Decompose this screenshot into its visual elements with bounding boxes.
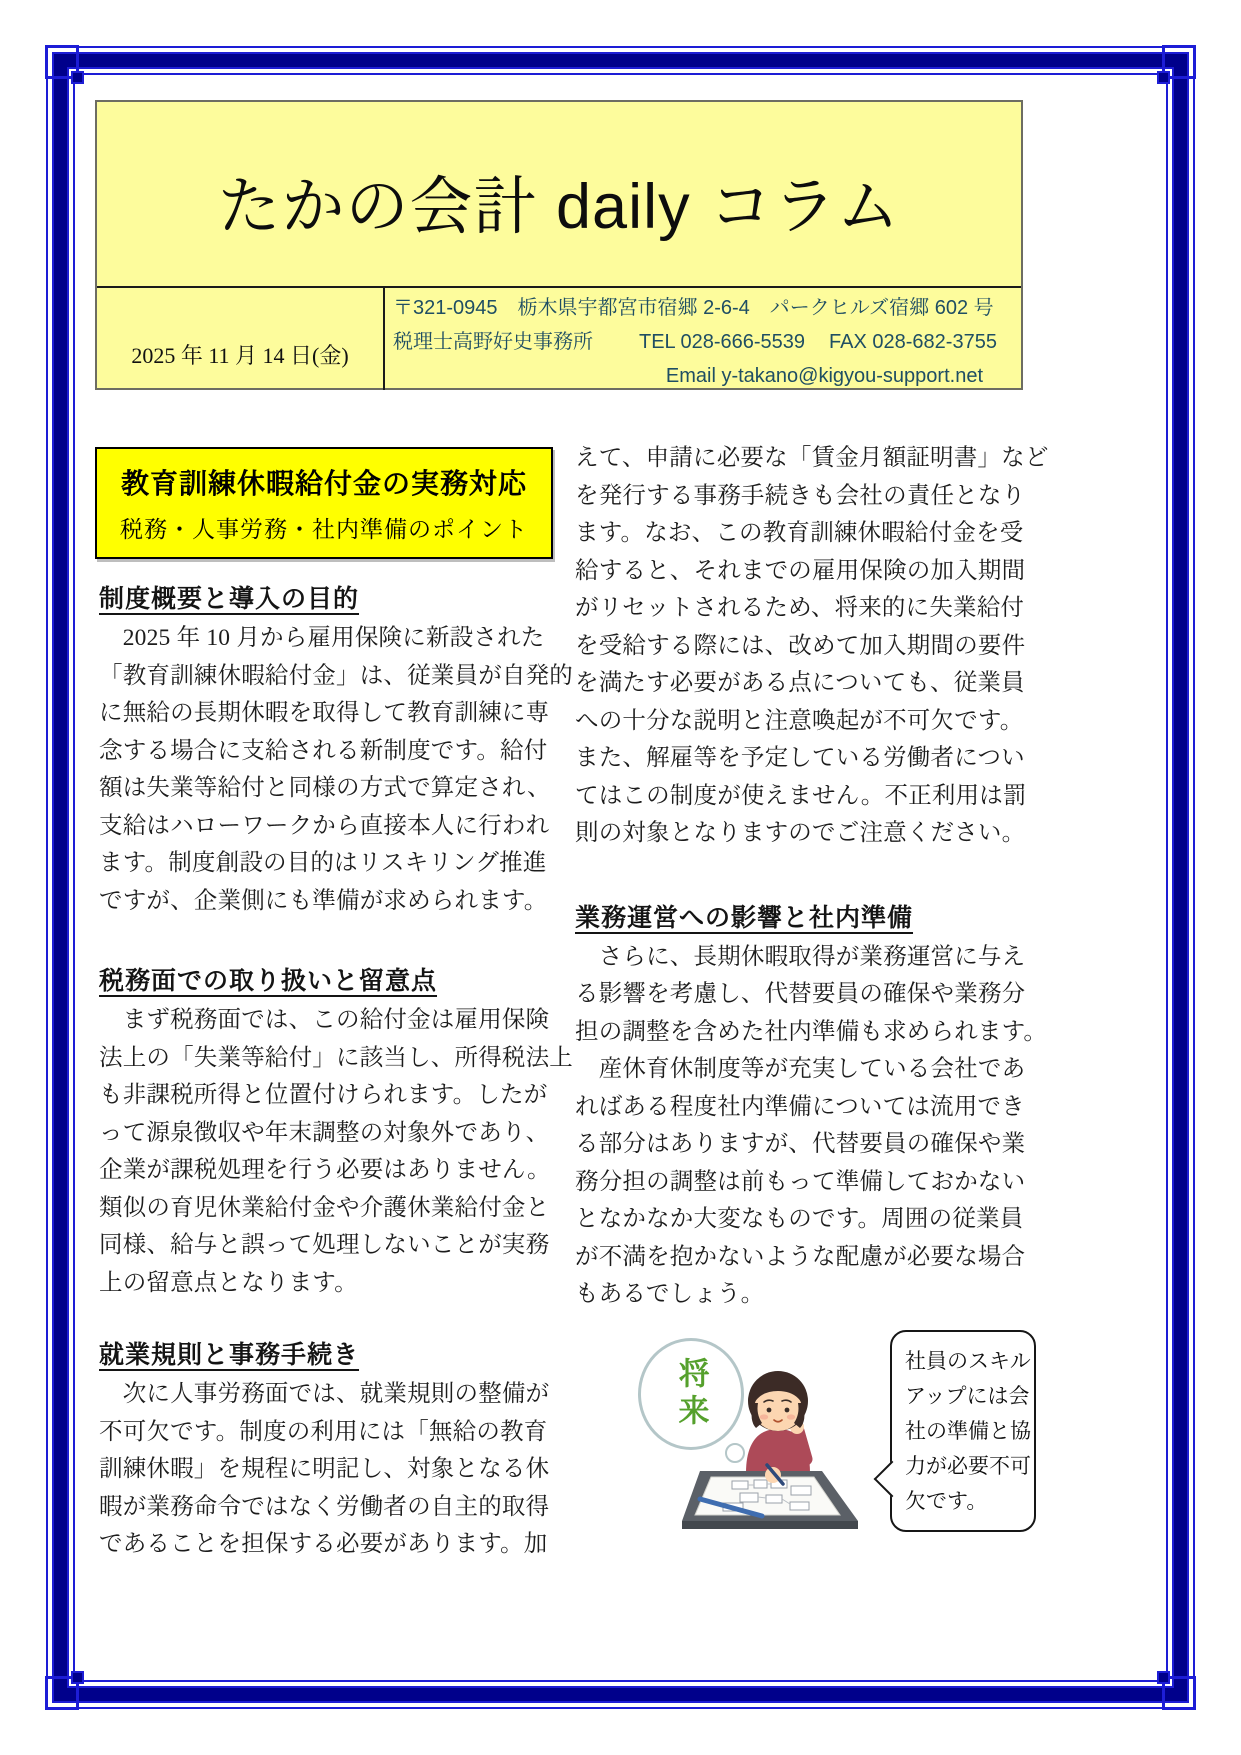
- article-title: 教育訓練休暇給付金の実務対応: [120, 468, 527, 499]
- email-address: Email y-takano@kigyou-support.net: [665, 365, 983, 387]
- paragraph: さらに、長期休暇取得が業務運営に与え る影響を考慮し、代替要員の確保や業務分 担の調整を含めた社内準備も求められます。: [575, 943, 1048, 1045]
- section-tax: [99, 962, 573, 1302]
- masthead: [95, 100, 1023, 390]
- office-phone-line: [393, 325, 1021, 359]
- section-overview: [99, 580, 573, 920]
- postal-address: 〒321-0945 栃木県宇都宮市宿郷 2-6-4 パークヒルズ宿郷 602 号: [393, 297, 994, 319]
- left-column: [99, 580, 573, 1564]
- section-rules: [99, 1336, 557, 1564]
- article-title-box: [95, 447, 553, 559]
- section-heading: 制度概要と導入の目的: [99, 586, 360, 613]
- frame-corner-knot: [1162, 1676, 1196, 1710]
- paragraph: 次に人事労務面では、就業規則の整備が 不可欠です。制度の利用には「無給の教育 訓練休暇」を規程に明記し、対象となる休 暇が業務命令ではなく労働者の自主的取得 であることを担保する必要があります。加: [99, 1381, 550, 1557]
- frame-corner-knot: [45, 45, 79, 79]
- worker-illustration-icon: [670, 1355, 880, 1545]
- newsletter-title: たかの会計 daily コラム: [217, 171, 901, 242]
- section-heading: 業務運営への影響と社内準備: [575, 904, 914, 932]
- article-subtitle: 税務・人事労務・社内準備のポイント: [120, 516, 528, 542]
- paragraph: まず税務面では、この給付金は雇用保険 法上の「失業等給付」に該当し、所得税法上 も非課税所得と位置付けられます。したが って源泉徴収や年末調整の対象外であり、 企業が課税処理を行う必要はありません。 類似の育児休業給付金や介護休業給付金と 同様、給与と誤って処理しないことが実務 上の留意点となります。: [99, 1007, 573, 1296]
- section-heading: 就業規則と事務手続き: [99, 1342, 360, 1369]
- paragraph: 2025 年 10 月から雇用保険に新設された 「教育訓練休暇給付金」は、従業員が自発的 に無給の長期休暇を取得して教育訓練に専 念する場合に支給される新制度です。給付 額は失業等給付と同様の方式で算定され、 支給はハローワークから直接本人に行われ ます。制度創設の目的はリスキリング推進 ですが、企業側にも準備が求められます。: [99, 625, 573, 914]
- paragraph: 産休育休制度等が充実している会社であ ればある程度社内準備については流用でき る部分はありますが、代替要員の確保や業 務分担の調整は前もって準備しておかない となかなか大変なものです。周囲の従業員 が不満を抱かないような配慮が必要な場合 もあるでしょう。: [575, 1056, 1026, 1307]
- fax-number: FAX 028-682-3755: [829, 331, 997, 353]
- masthead-info-row: [97, 288, 1021, 390]
- section-operations: [575, 899, 1048, 1314]
- contact-info: [385, 288, 1021, 390]
- continuation-paragraph: えて、申請に必要な「賃金月額証明書」など を発行する事務手続きも会社の責任となり ます。なお、この教育訓練休暇給付金を受 給すると、それまでの雇用保険の加入期間 がリセットされるため、将来的に失業給付 を受給する際には、改めて加入期間の要件 を満たす必要がある点についても、従業員 への十分な説明と注意喚起が不可欠です。 また、解雇等を予定している労働者につい てはこの制度が使えません。不正利用は罰 則の対象となりますのでご注意ください。: [575, 445, 1049, 846]
- issue-date: 2025 年 11 月 14 日(金): [97, 288, 385, 390]
- thought-text: 将来: [673, 1357, 709, 1431]
- tel-number: TEL 028-666-5539: [639, 331, 806, 353]
- office-name: 税理士高野好史事務所: [393, 331, 593, 353]
- right-column: [575, 440, 1049, 1314]
- section-heading: 税務面での取り扱いと留意点: [99, 968, 438, 995]
- figure-area: [575, 1330, 1045, 1590]
- speech-bubble: [890, 1330, 1036, 1532]
- frame-corner-knot: [45, 1676, 79, 1710]
- speech-text: 社員のスキルアップには会社の準備と協力が必要不可欠です。: [905, 1350, 1031, 1513]
- frame-corner-knot: [1162, 45, 1196, 79]
- masthead-title-row: [97, 102, 1021, 288]
